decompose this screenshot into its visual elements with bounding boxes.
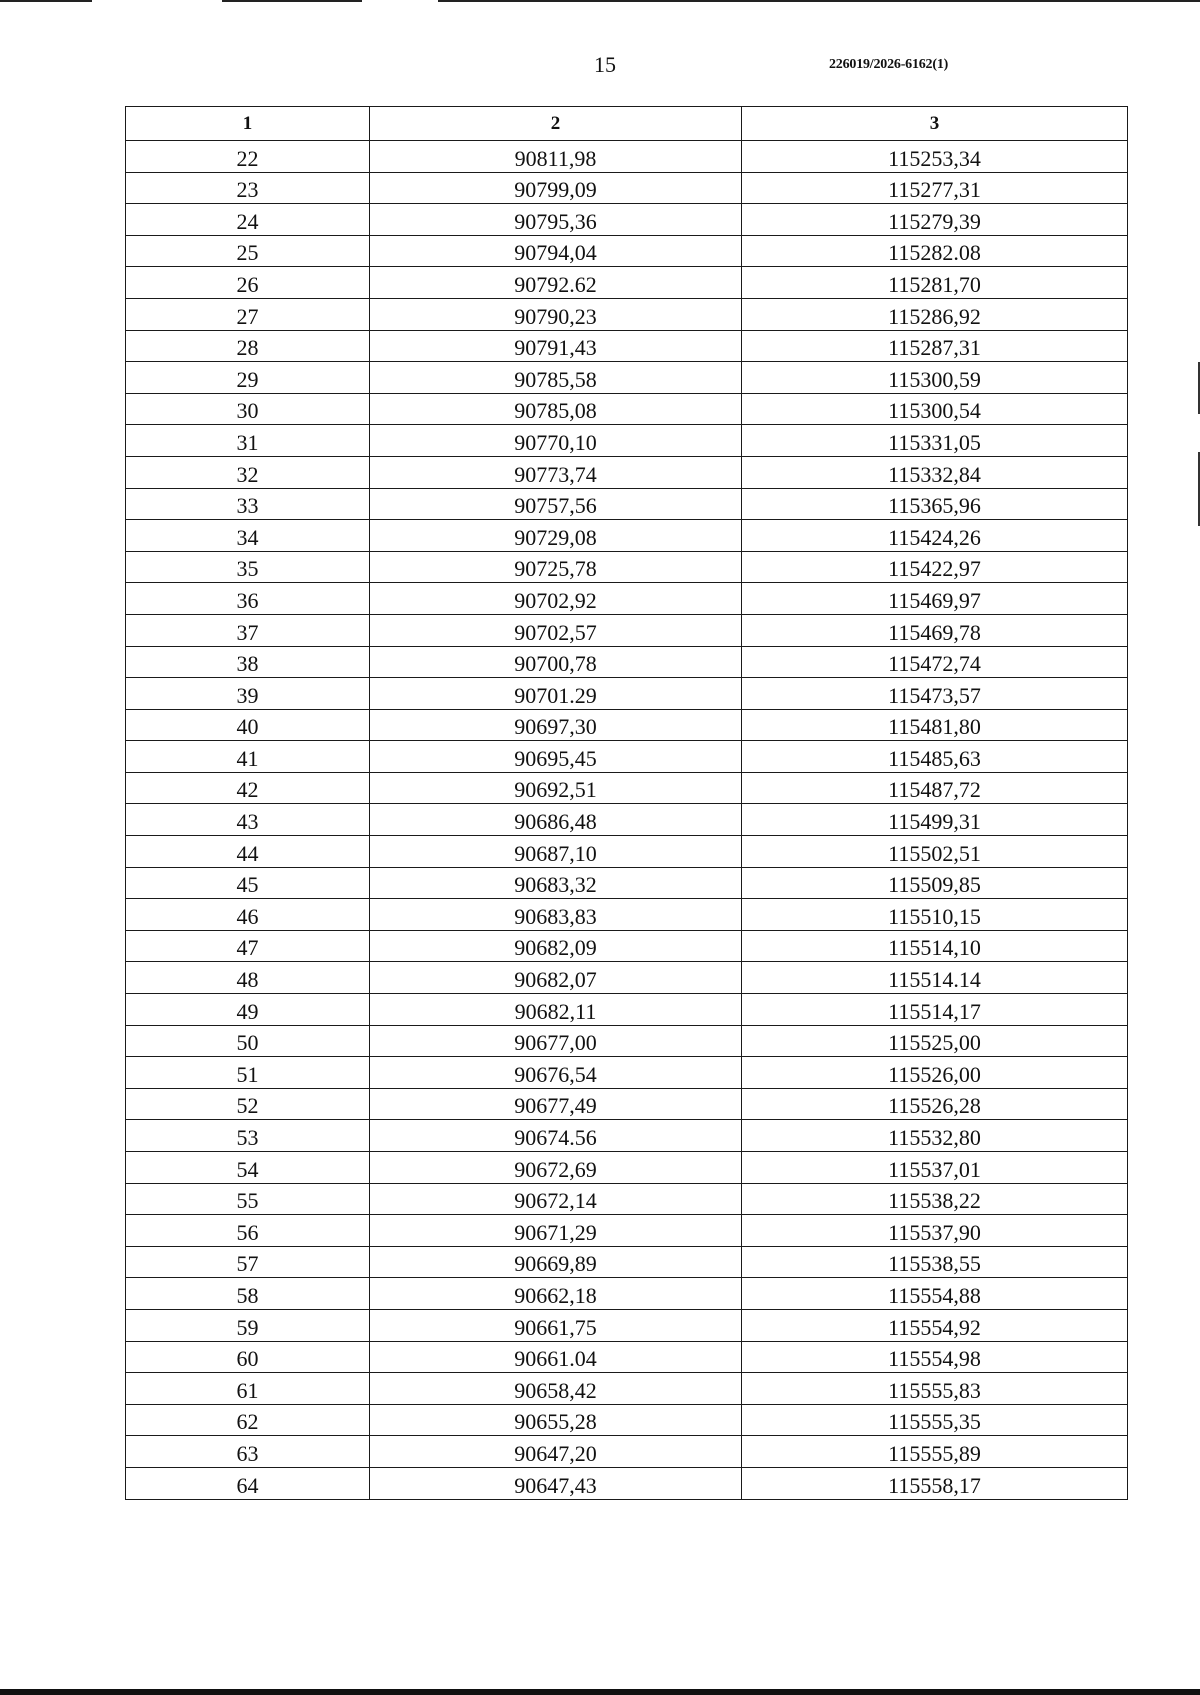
scan-border-top-left [0, 0, 92, 2]
point-number-cell: 52 [126, 1088, 370, 1120]
y-coordinate-cell: 115472,74 [742, 646, 1128, 678]
table-row [126, 267, 1128, 299]
y-coordinate-cell: 115532,80 [742, 1120, 1128, 1152]
point-number-cell: 61 [126, 1373, 370, 1405]
y-coordinate-cell: 115555,83 [742, 1373, 1128, 1405]
point-number-cell: 36 [126, 583, 370, 615]
x-coordinate-cell: 90701.29 [370, 678, 742, 710]
table-row [126, 583, 1128, 615]
y-coordinate-cell: 115469,97 [742, 583, 1128, 615]
x-coordinate-cell: 90790,23 [370, 298, 742, 330]
x-coordinate-cell: 90682,11 [370, 994, 742, 1026]
y-coordinate-cell: 115485,63 [742, 741, 1128, 773]
table-row [126, 1467, 1128, 1499]
x-coordinate-cell: 90683,83 [370, 899, 742, 931]
table-row [126, 1215, 1128, 1247]
x-coordinate-cell: 90795,36 [370, 204, 742, 236]
x-coordinate-cell: 90661,75 [370, 1309, 742, 1341]
y-coordinate-cell: 115287,31 [742, 330, 1128, 362]
point-number-cell: 46 [126, 899, 370, 931]
y-coordinate-cell: 115537,01 [742, 1152, 1128, 1184]
table-row [126, 1373, 1128, 1405]
point-number-cell: 42 [126, 772, 370, 804]
table-row [126, 1057, 1128, 1089]
y-coordinate-cell: 115555,89 [742, 1436, 1128, 1468]
y-coordinate-cell: 115469,78 [742, 614, 1128, 646]
y-coordinate-cell: 115538,55 [742, 1246, 1128, 1278]
table-row [126, 362, 1128, 394]
y-coordinate-cell: 115555,35 [742, 1404, 1128, 1436]
y-coordinate-cell: 115554,88 [742, 1278, 1128, 1310]
point-number-cell: 47 [126, 930, 370, 962]
y-coordinate-cell: 115525,00 [742, 1025, 1128, 1057]
y-coordinate-cell: 115422,97 [742, 551, 1128, 583]
x-coordinate-cell: 90700,78 [370, 646, 742, 678]
y-coordinate-cell: 115502,51 [742, 836, 1128, 868]
table-row [126, 709, 1128, 741]
point-number-cell: 23 [126, 172, 370, 204]
table-row [126, 235, 1128, 267]
table-row [126, 1152, 1128, 1184]
y-coordinate-cell: 115279,39 [742, 204, 1128, 236]
table-row [126, 646, 1128, 678]
point-number-cell: 40 [126, 709, 370, 741]
x-coordinate-cell: 90725,78 [370, 551, 742, 583]
x-coordinate-cell: 90770,10 [370, 425, 742, 457]
table-row [126, 1183, 1128, 1215]
x-coordinate-cell: 90791,43 [370, 330, 742, 362]
y-coordinate-cell: 115282.08 [742, 235, 1128, 267]
point-number-cell: 25 [126, 235, 370, 267]
x-coordinate-cell: 90676,54 [370, 1057, 742, 1089]
point-number-cell: 34 [126, 520, 370, 552]
table-row [126, 1088, 1128, 1120]
y-coordinate-cell: 115537,90 [742, 1215, 1128, 1247]
y-coordinate-cell: 115538,22 [742, 1183, 1128, 1215]
x-coordinate-cell: 90662,18 [370, 1278, 742, 1310]
table-row [126, 425, 1128, 457]
table-header-row [126, 107, 1128, 141]
coordinates-table [125, 106, 1128, 1500]
table-row [126, 930, 1128, 962]
y-coordinate-cell: 115281,70 [742, 267, 1128, 299]
y-coordinate-cell: 115558,17 [742, 1467, 1128, 1499]
table-row [126, 804, 1128, 836]
table-row [126, 393, 1128, 425]
column-header-2: 2 [370, 107, 742, 141]
y-coordinate-cell: 115473,57 [742, 678, 1128, 710]
x-coordinate-cell: 90647,43 [370, 1467, 742, 1499]
x-coordinate-cell: 90692,51 [370, 772, 742, 804]
x-coordinate-cell: 90674.56 [370, 1120, 742, 1152]
point-number-cell: 41 [126, 741, 370, 773]
y-coordinate-cell: 115253,34 [742, 141, 1128, 173]
point-number-cell: 24 [126, 204, 370, 236]
x-coordinate-cell: 90794,04 [370, 235, 742, 267]
x-coordinate-cell: 90686,48 [370, 804, 742, 836]
scan-border-top-right [438, 0, 1200, 2]
point-number-cell: 64 [126, 1467, 370, 1499]
y-coordinate-cell: 115526,28 [742, 1088, 1128, 1120]
column-header-1: 1 [126, 107, 370, 141]
x-coordinate-cell: 90687,10 [370, 836, 742, 868]
point-number-cell: 29 [126, 362, 370, 394]
point-number-cell: 55 [126, 1183, 370, 1215]
x-coordinate-cell: 90655,28 [370, 1404, 742, 1436]
x-coordinate-cell: 90672,69 [370, 1152, 742, 1184]
page-number: 15 [594, 52, 616, 77]
point-number-cell: 33 [126, 488, 370, 520]
point-number-cell: 43 [126, 804, 370, 836]
point-number-cell: 27 [126, 298, 370, 330]
point-number-cell: 58 [126, 1278, 370, 1310]
table-row [126, 836, 1128, 868]
x-coordinate-cell: 90677,49 [370, 1088, 742, 1120]
x-coordinate-cell: 90799,09 [370, 172, 742, 204]
x-coordinate-cell: 90671,29 [370, 1215, 742, 1247]
table-row [126, 456, 1128, 488]
x-coordinate-cell: 90658,42 [370, 1373, 742, 1405]
point-number-cell: 22 [126, 141, 370, 173]
x-coordinate-cell: 90773,74 [370, 456, 742, 488]
table-row [126, 172, 1128, 204]
scan-border-bottom [0, 1689, 1200, 1695]
table-row [126, 204, 1128, 236]
table-body [126, 141, 1128, 1500]
table-row [126, 1278, 1128, 1310]
y-coordinate-cell: 115365,96 [742, 488, 1128, 520]
x-coordinate-cell: 90729,08 [370, 520, 742, 552]
point-number-cell: 35 [126, 551, 370, 583]
y-coordinate-cell: 115526,00 [742, 1057, 1128, 1089]
point-number-cell: 53 [126, 1120, 370, 1152]
table-row [126, 1341, 1128, 1373]
x-coordinate-cell: 90682,07 [370, 962, 742, 994]
y-coordinate-cell: 115332,84 [742, 456, 1128, 488]
table-row [126, 330, 1128, 362]
table-row [126, 994, 1128, 1026]
point-number-cell: 44 [126, 836, 370, 868]
point-number-cell: 37 [126, 614, 370, 646]
x-coordinate-cell: 90792.62 [370, 267, 742, 299]
x-coordinate-cell: 90677,00 [370, 1025, 742, 1057]
point-number-cell: 54 [126, 1152, 370, 1184]
point-number-cell: 26 [126, 267, 370, 299]
table-row [126, 141, 1128, 173]
point-number-cell: 62 [126, 1404, 370, 1436]
x-coordinate-cell: 90702,57 [370, 614, 742, 646]
x-coordinate-cell: 90757,56 [370, 488, 742, 520]
x-coordinate-cell: 90811,98 [370, 141, 742, 173]
point-number-cell: 32 [126, 456, 370, 488]
table-row [126, 678, 1128, 710]
point-number-cell: 49 [126, 994, 370, 1026]
y-coordinate-cell: 115510,15 [742, 899, 1128, 931]
table-row [126, 867, 1128, 899]
table-row [126, 1246, 1128, 1278]
point-number-cell: 31 [126, 425, 370, 457]
document-reference: 226019/2026-6162(1) [829, 57, 949, 72]
point-number-cell: 39 [126, 678, 370, 710]
y-coordinate-cell: 115509,85 [742, 867, 1128, 899]
y-coordinate-cell: 115300,59 [742, 362, 1128, 394]
point-number-cell: 45 [126, 867, 370, 899]
table-row [126, 741, 1128, 773]
table-row [126, 899, 1128, 931]
point-number-cell: 60 [126, 1341, 370, 1373]
x-coordinate-cell: 90647,20 [370, 1436, 742, 1468]
point-number-cell: 30 [126, 393, 370, 425]
y-coordinate-cell: 115331,05 [742, 425, 1128, 457]
table-row [126, 1436, 1128, 1468]
x-coordinate-cell: 90661.04 [370, 1341, 742, 1373]
y-coordinate-cell: 115424,26 [742, 520, 1128, 552]
point-number-cell: 57 [126, 1246, 370, 1278]
table-row [126, 1309, 1128, 1341]
y-coordinate-cell: 115499,31 [742, 804, 1128, 836]
y-coordinate-cell: 115286,92 [742, 298, 1128, 330]
table-row [126, 520, 1128, 552]
table-row [126, 298, 1128, 330]
point-number-cell: 59 [126, 1309, 370, 1341]
table-row [126, 551, 1128, 583]
table-row [126, 1404, 1128, 1436]
x-coordinate-cell: 90683,32 [370, 867, 742, 899]
table-row [126, 1025, 1128, 1057]
y-coordinate-cell: 115481,80 [742, 709, 1128, 741]
scan-border-top-middle [222, 0, 362, 2]
y-coordinate-cell: 115514,10 [742, 930, 1128, 962]
x-coordinate-cell: 90669,89 [370, 1246, 742, 1278]
point-number-cell: 56 [126, 1215, 370, 1247]
y-coordinate-cell: 115554,98 [742, 1341, 1128, 1373]
x-coordinate-cell: 90682,09 [370, 930, 742, 962]
x-coordinate-cell: 90785,58 [370, 362, 742, 394]
x-coordinate-cell: 90785,08 [370, 393, 742, 425]
point-number-cell: 51 [126, 1057, 370, 1089]
point-number-cell: 38 [126, 646, 370, 678]
point-number-cell: 50 [126, 1025, 370, 1057]
y-coordinate-cell: 115277,31 [742, 172, 1128, 204]
table-row [126, 1120, 1128, 1152]
column-header-3: 3 [742, 107, 1128, 141]
y-coordinate-cell: 115554,92 [742, 1309, 1128, 1341]
point-number-cell: 63 [126, 1436, 370, 1468]
table-row [126, 488, 1128, 520]
y-coordinate-cell: 115514,17 [742, 994, 1128, 1026]
point-number-cell: 28 [126, 330, 370, 362]
point-number-cell: 48 [126, 962, 370, 994]
x-coordinate-cell: 90672,14 [370, 1183, 742, 1215]
table-row [126, 614, 1128, 646]
y-coordinate-cell: 115514.14 [742, 962, 1128, 994]
x-coordinate-cell: 90695,45 [370, 741, 742, 773]
x-coordinate-cell: 90702,92 [370, 583, 742, 615]
table-row [126, 772, 1128, 804]
y-coordinate-cell: 115487,72 [742, 772, 1128, 804]
y-coordinate-cell: 115300,54 [742, 393, 1128, 425]
table-row [126, 962, 1128, 994]
x-coordinate-cell: 90697,30 [370, 709, 742, 741]
